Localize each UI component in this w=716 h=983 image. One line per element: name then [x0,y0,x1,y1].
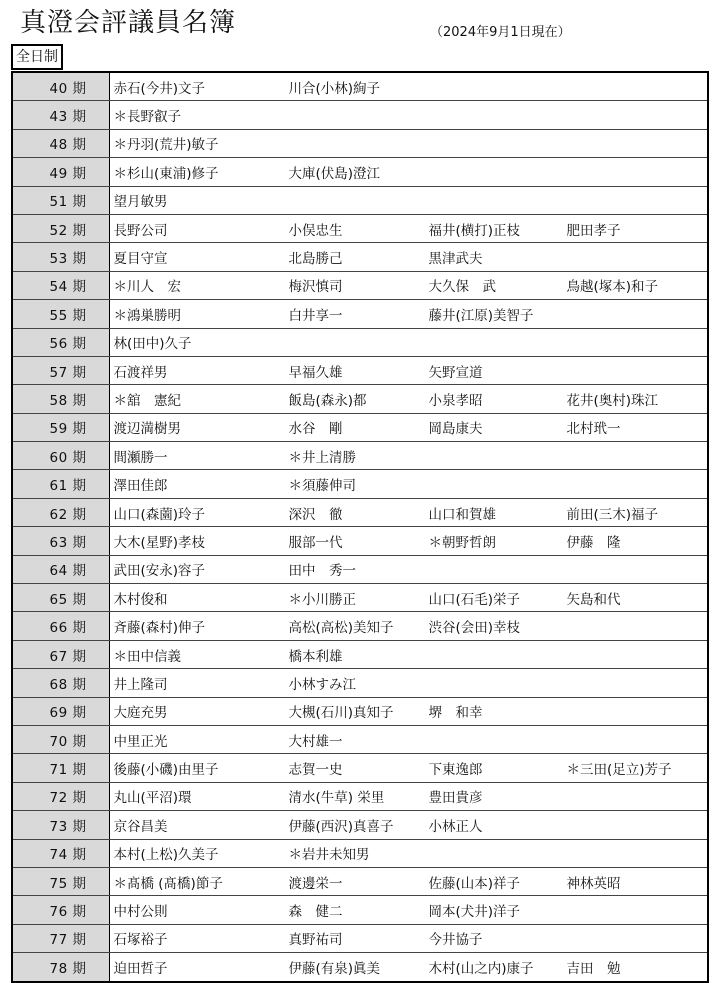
term-cell: 58 期 [12,385,109,413]
as-of-date: （2024年9月1日現在） [430,25,571,40]
table-row [12,555,708,583]
member-name-cell: 木村(山之内)康子 [429,953,567,982]
member-name-cell: 橋本利雄 [289,640,429,668]
member-name-cell: 吉田 勉 [567,953,709,982]
member-name-cell [429,725,567,753]
term-cell: 49 期 [12,158,109,186]
term-cell: 73 期 [12,811,109,839]
term-cell: 61 期 [12,470,109,498]
member-name-cell [429,328,567,356]
member-name-cell [567,782,709,810]
member-name-cell: 矢島和代 [567,584,709,612]
member-name-cell: ＊丹羽(荒井)敏子 [109,129,289,157]
member-name-cell: 鳥越(塚本)和子 [567,271,709,299]
member-name-cell: ＊杉山(東浦)修子 [109,158,289,186]
member-name-cell: 長野公司 [109,214,289,242]
table-row [12,300,708,328]
member-name-cell: 福井(横打)正枝 [429,214,567,242]
member-name-cell [567,328,709,356]
member-name-cell [429,669,567,697]
member-name-cell [429,158,567,186]
member-name-cell [567,896,709,924]
member-name-cell: ＊長野叡子 [109,101,289,129]
table-row [12,584,708,612]
table-row [12,754,708,782]
term-cell: 64 期 [12,555,109,583]
member-name-cell: 小林正人 [429,811,567,839]
member-name-cell: 武田(安永)容子 [109,555,289,583]
member-name-cell: 山口(森薗)玲子 [109,498,289,526]
member-name-cell: 下東逸郎 [429,754,567,782]
member-name-cell: 志賀一史 [289,754,429,782]
member-name-cell [429,555,567,583]
term-cell: 43 期 [12,101,109,129]
member-name-cell: 岡島康夫 [429,413,567,441]
section-label: 全日制 [11,44,63,70]
member-name-cell: 伊藤(有泉)眞美 [289,953,429,982]
table-row [12,413,708,441]
member-name-cell: 渡辺満樹男 [109,413,289,441]
member-name-cell: 岡本(犬井)洋子 [429,896,567,924]
member-name-cell: 北村玳一 [567,413,709,441]
member-name-cell: 小林すみ江 [289,669,429,697]
member-name-cell [429,470,567,498]
member-name-cell: ＊三田(足立)芳子 [567,754,709,782]
member-name-cell: 石渡祥男 [109,356,289,384]
member-name-cell [567,555,709,583]
term-cell: 70 期 [12,725,109,753]
member-name-cell: 梅沢慎司 [289,271,429,299]
table-row [12,271,708,299]
member-name-cell: 大槻(石川)真知子 [289,697,429,725]
term-cell: 59 期 [12,413,109,441]
member-name-cell [567,243,709,271]
table-row [12,924,708,952]
member-name-cell: 斉藤(森村)伸子 [109,612,289,640]
member-name-cell: 服部一代 [289,527,429,555]
term-cell: 62 期 [12,498,109,526]
member-name-cell: 大村雄一 [289,725,429,753]
term-cell: 78 期 [12,953,109,982]
term-cell: 54 期 [12,271,109,299]
table-row [12,896,708,924]
member-name-cell: 京谷昌美 [109,811,289,839]
term-cell: 74 期 [12,839,109,867]
table-row [12,243,708,271]
page-title: 真澄会評議員名簿 [20,8,237,38]
roster-table [11,71,709,983]
member-name-cell: 森 健二 [289,896,429,924]
member-name-cell [289,328,429,356]
table-row [12,442,708,470]
table-row [12,328,708,356]
member-name-cell [567,101,709,129]
member-name-cell: 渋谷(会田)幸枝 [429,612,567,640]
member-name-cell [429,640,567,668]
member-name-cell: 水谷 剛 [289,413,429,441]
member-name-cell: 田中 秀一 [289,555,429,583]
member-name-cell [567,839,709,867]
member-name-cell: 山口(石毛)栄子 [429,584,567,612]
term-cell: 71 期 [12,754,109,782]
member-name-cell: ＊岩井未知男 [289,839,429,867]
member-name-cell: 渡邊栄一 [289,867,429,895]
member-name-cell: 赤石(今井)文子 [109,72,289,101]
member-name-cell [567,669,709,697]
member-name-cell [567,186,709,214]
member-name-cell: 高松(高松)美知子 [289,612,429,640]
table-row [12,725,708,753]
term-cell: 57 期 [12,356,109,384]
member-name-cell: 大庫(伏島)澄江 [289,158,429,186]
member-name-cell: 藤井(江原)美智子 [429,300,567,328]
term-cell: 60 期 [12,442,109,470]
table-row [12,72,708,101]
member-name-cell [289,186,429,214]
member-name-cell: 深沢 徹 [289,498,429,526]
member-name-cell [567,640,709,668]
table-row [12,839,708,867]
table-row [12,697,708,725]
table-row [12,782,708,810]
member-name-cell: 木村俊和 [109,584,289,612]
member-name-cell [567,356,709,384]
member-name-cell: 小俣忠生 [289,214,429,242]
member-name-cell [289,129,429,157]
term-cell: 66 期 [12,612,109,640]
member-name-cell: 伊藤 隆 [567,527,709,555]
term-cell: 75 期 [12,867,109,895]
table-row [12,158,708,186]
member-name-cell: ＊鴻巣勝明 [109,300,289,328]
term-cell: 68 期 [12,669,109,697]
member-name-cell: 澤田佳郎 [109,470,289,498]
member-name-cell: 前田(三木)福子 [567,498,709,526]
member-name-cell: 伊藤(西沢)真喜子 [289,811,429,839]
member-name-cell: 早福久雄 [289,356,429,384]
roster-body [12,72,708,982]
member-name-cell: 小泉孝昭 [429,385,567,413]
table-row [12,498,708,526]
term-cell: 53 期 [12,243,109,271]
member-name-cell [567,725,709,753]
member-name-cell: 川合(小林)絢子 [289,72,429,101]
table-row [12,101,708,129]
member-name-cell: 本村(上松)久美子 [109,839,289,867]
table-row [12,811,708,839]
member-name-cell: ＊須藤伸司 [289,470,429,498]
table-row [12,385,708,413]
member-name-cell: 真野祐司 [289,924,429,952]
table-row [12,612,708,640]
member-name-cell: ＊小川勝正 [289,584,429,612]
member-name-cell: 大庭充男 [109,697,289,725]
member-name-cell: 丸山(平沼)環 [109,782,289,810]
member-name-cell: ＊川人 宏 [109,271,289,299]
term-cell: 72 期 [12,782,109,810]
table-row [12,867,708,895]
member-name-cell [567,697,709,725]
member-name-cell [567,72,709,101]
table-row [12,129,708,157]
term-cell: 65 期 [12,584,109,612]
member-name-cell: 佐藤(山本)祥子 [429,867,567,895]
term-cell: 67 期 [12,640,109,668]
term-cell: 56 期 [12,328,109,356]
member-name-cell [567,924,709,952]
member-name-cell: 山口和賀雄 [429,498,567,526]
member-name-cell: 中村公則 [109,896,289,924]
term-cell: 77 期 [12,924,109,952]
member-name-cell: 迫田哲子 [109,953,289,982]
member-name-cell [567,158,709,186]
member-name-cell: 飯島(森永)都 [289,385,429,413]
member-name-cell [567,300,709,328]
table-row [12,356,708,384]
member-name-cell [567,811,709,839]
member-name-cell: 黒津武夫 [429,243,567,271]
member-name-cell [289,101,429,129]
term-cell: 48 期 [12,129,109,157]
member-name-cell: ＊井上清勝 [289,442,429,470]
member-name-cell: 間瀬勝一 [109,442,289,470]
member-name-cell: ＊朝野哲朗 [429,527,567,555]
table-row [12,640,708,668]
member-name-cell [429,442,567,470]
member-name-cell: 豊田貴彦 [429,782,567,810]
member-name-cell [429,101,567,129]
member-name-cell: 大木(星野)孝枝 [109,527,289,555]
table-row [12,186,708,214]
member-name-cell: 花井(奥村)珠江 [567,385,709,413]
term-cell: 69 期 [12,697,109,725]
member-name-cell [567,470,709,498]
member-name-cell: 望月敏男 [109,186,289,214]
member-name-cell [429,129,567,157]
member-name-cell: 清水(牛草) 栄里 [289,782,429,810]
member-name-cell [429,839,567,867]
member-name-cell: 中里正光 [109,725,289,753]
member-name-cell: 神林英昭 [567,867,709,895]
table-row [12,470,708,498]
table-row [12,669,708,697]
member-name-cell: 夏目守宣 [109,243,289,271]
term-cell: 63 期 [12,527,109,555]
member-name-cell: 矢野宣道 [429,356,567,384]
member-name-cell: 北島勝己 [289,243,429,271]
member-name-cell: 肥田孝子 [567,214,709,242]
member-name-cell: 白井享一 [289,300,429,328]
table-row [12,214,708,242]
table-row [12,527,708,555]
member-name-cell [567,612,709,640]
member-name-cell: 大久保 武 [429,271,567,299]
term-cell: 76 期 [12,896,109,924]
member-name-cell: 今井協子 [429,924,567,952]
member-name-cell: 石塚裕子 [109,924,289,952]
member-name-cell: 井上隆司 [109,669,289,697]
member-name-cell [429,72,567,101]
member-name-cell: 堺 和幸 [429,697,567,725]
member-name-cell: ＊舘 憲紀 [109,385,289,413]
term-cell: 51 期 [12,186,109,214]
term-cell: 52 期 [12,214,109,242]
member-name-cell: ＊田中信義 [109,640,289,668]
term-cell: 40 期 [12,72,109,101]
member-name-cell: 後藤(小磯)由里子 [109,754,289,782]
term-cell: 55 期 [12,300,109,328]
member-name-cell [429,186,567,214]
member-name-cell: ＊髙橋 (髙橋)節子 [109,867,289,895]
member-name-cell [567,442,709,470]
member-name-cell: 林(田中)久子 [109,328,289,356]
member-name-cell [567,129,709,157]
